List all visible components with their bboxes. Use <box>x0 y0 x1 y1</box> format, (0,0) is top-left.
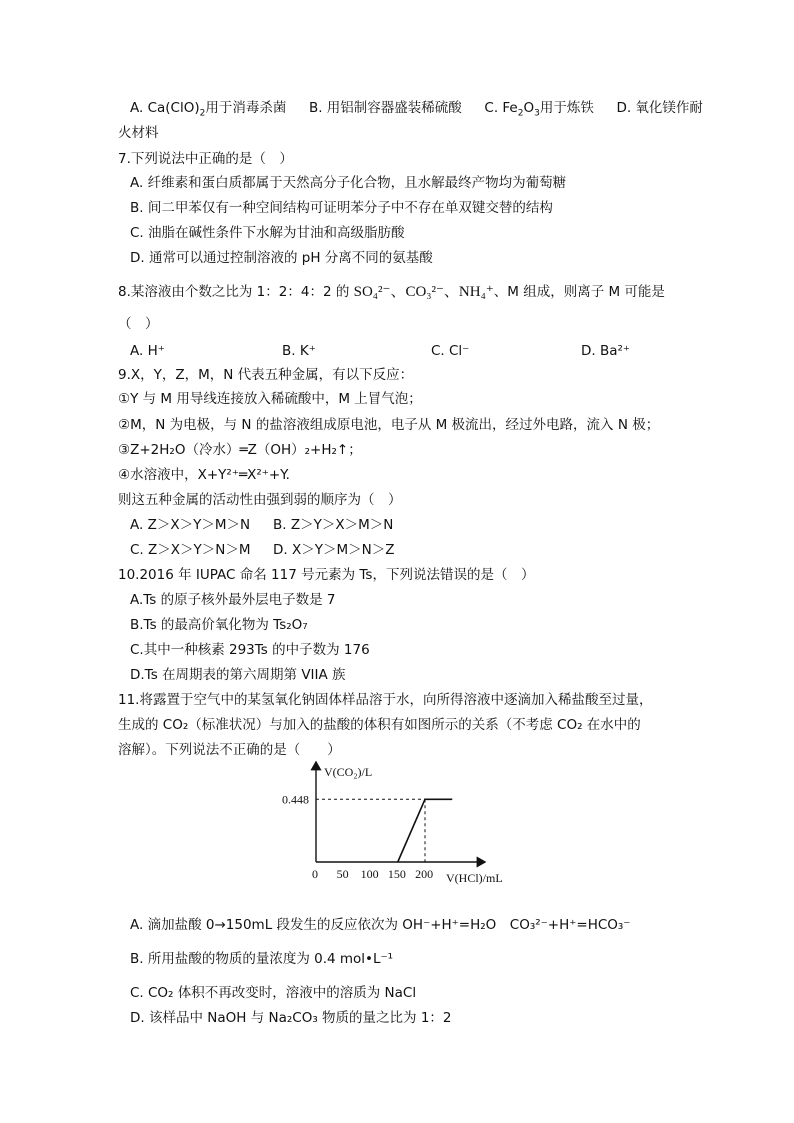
q7-stem: 7.下列说法中正确的是（ ） <box>118 151 293 167</box>
q9-stem: 9.X，Y，Z，M，N 代表五种金属，有以下反应： <box>118 367 414 383</box>
x-tick-label: 200 <box>415 867 434 881</box>
q10-option-a: A.Ts 的原子核外最外层电子数是 7 <box>130 592 336 608</box>
x-tick-label: 0 <box>312 867 318 881</box>
q6-options <box>130 99 703 123</box>
x-tick-label: 50 <box>336 867 349 881</box>
q11-stem-line-2: 生成的 CO₂（标准状况）与加入的盐酸的体积有如图所示的关系（不考虑 CO₂ 在水中的 <box>118 717 641 733</box>
q11-option-d: D. 该样品中 NaOH 与 Na₂CO₃ 物质的量之比为 1：2 <box>130 1010 452 1026</box>
q8-paren: （ ） <box>118 316 159 332</box>
q6-option-b: B. 用铝制容器盛装稀硫酸 <box>308 100 462 116</box>
q7-option-d: D. 通常可以通过控制溶液的 pH 分离不同的氨基酸 <box>130 250 433 266</box>
q11-option-c: C. CO₂ 体积不再改变时，溶液中的溶质为 NaCl <box>130 985 417 1001</box>
q9-option-c: C. Z＞X＞Y＞N＞M <box>130 542 251 558</box>
q6-option-c: C. $Fe_2O_3$用于炼铁 <box>484 100 594 119</box>
q9-option-d: D. X＞Y＞M＞N＞Z <box>273 542 395 558</box>
q11-stem-line-3: 溶解）。下列说法不正确的是（ ） <box>118 742 341 758</box>
q9-ask: 则这五种金属的活动性由强到弱的顺序为（ ） <box>118 492 402 508</box>
q9-option-a: A. Z＞X＞Y＞M＞N <box>130 517 251 533</box>
q8-option-d: D. Ba²⁺ <box>581 343 631 359</box>
q7-option-c: C. 油脂在碱性条件下水解为甘油和高级脂肪酸 <box>130 225 405 241</box>
q8-stem: 8.某溶液由个数之比为 1：2：4：2 的 SO₄²⁻、CO₃²⁻、NH₄⁺、M 组成，则离子 M 可能是 <box>118 284 665 300</box>
q11-option-b: B. 所用盐酸的物质的量浓度为 0.4 mol•L⁻¹ <box>130 951 394 967</box>
q9-reaction-2: ②M，N 为电极，与 N 的盐溶液组成原电池，电子从 M 极流出，经过外电路，流入 N 极； <box>118 417 660 433</box>
y-axis-label: V(CO₂)/L <box>324 765 373 779</box>
q9-reaction-1: ①Y 与 M 用导线连接放入稀硫酸中，M 上冒气泡； <box>118 391 422 407</box>
q6-option-a: A. $Ca(ClO)_2$用于消毒杀菌 <box>130 100 287 119</box>
q8-ions: SO₄²⁻、CO₃²⁻、NH₄⁺ <box>353 284 494 300</box>
q11-stem-line-1: 11.将露置于空气中的某氢氧化钠固体样品溶于水，向所得溶液中逐滴加入稀盐酸至过量， <box>118 692 653 708</box>
q8-option-a: A. H⁺ <box>130 343 165 359</box>
q6-option-d: D. 氧化镁作耐 <box>616 100 703 116</box>
q9-reaction-3: ③Z+2H₂O（冷水）═Z（OH）₂+H₂↑； <box>118 442 362 458</box>
y-tick-label: 0.448 <box>282 792 309 807</box>
q10-option-c: C.其中一种核素 293Ts 的中子数为 176 <box>130 642 370 658</box>
q8-option-c: C. Cl⁻ <box>431 343 470 359</box>
q10-option-b: B.Ts 的最高价氧化物为 Ts₂O₇ <box>130 617 308 633</box>
q10-option-d: D.Ts 在周期表的第六周期第 VIIA 族 <box>130 667 346 683</box>
co2-volume-chart <box>280 758 520 893</box>
q8-option-b: B. K⁺ <box>282 343 316 359</box>
q7-option-a: A. 纤维素和蛋白质都属于天然高分子化合物，且水解最终产物均为葡萄糖 <box>130 175 567 191</box>
x-axis-label: V(HCl)/mL <box>446 871 503 885</box>
q6-option-d-cont: 火材料 <box>118 125 159 141</box>
q10-stem: 10.2016 年 IUPAC 命名 117 号元素为 Ts，下列说法错误的是（ ） <box>118 567 535 583</box>
q9-option-b: B. Z＞Y＞X＞M＞N <box>273 517 394 533</box>
q9-reaction-4: ④水溶液中，X+Y²⁺═X²⁺+Y. <box>118 467 290 483</box>
q7-option-b: B. 间二甲苯仅有一种空间结构可证明苯分子中不存在单双键交替的结构 <box>130 200 553 216</box>
q11-option-a: A. 滴加盐酸 0→150mL 段发生的反应依次为 OH⁻+H⁺=H₂O CO₃²⁻+H⁺=HCO₃⁻ <box>130 917 631 933</box>
x-tick-label: 100 <box>360 867 379 881</box>
x-tick-label: 150 <box>387 867 406 881</box>
